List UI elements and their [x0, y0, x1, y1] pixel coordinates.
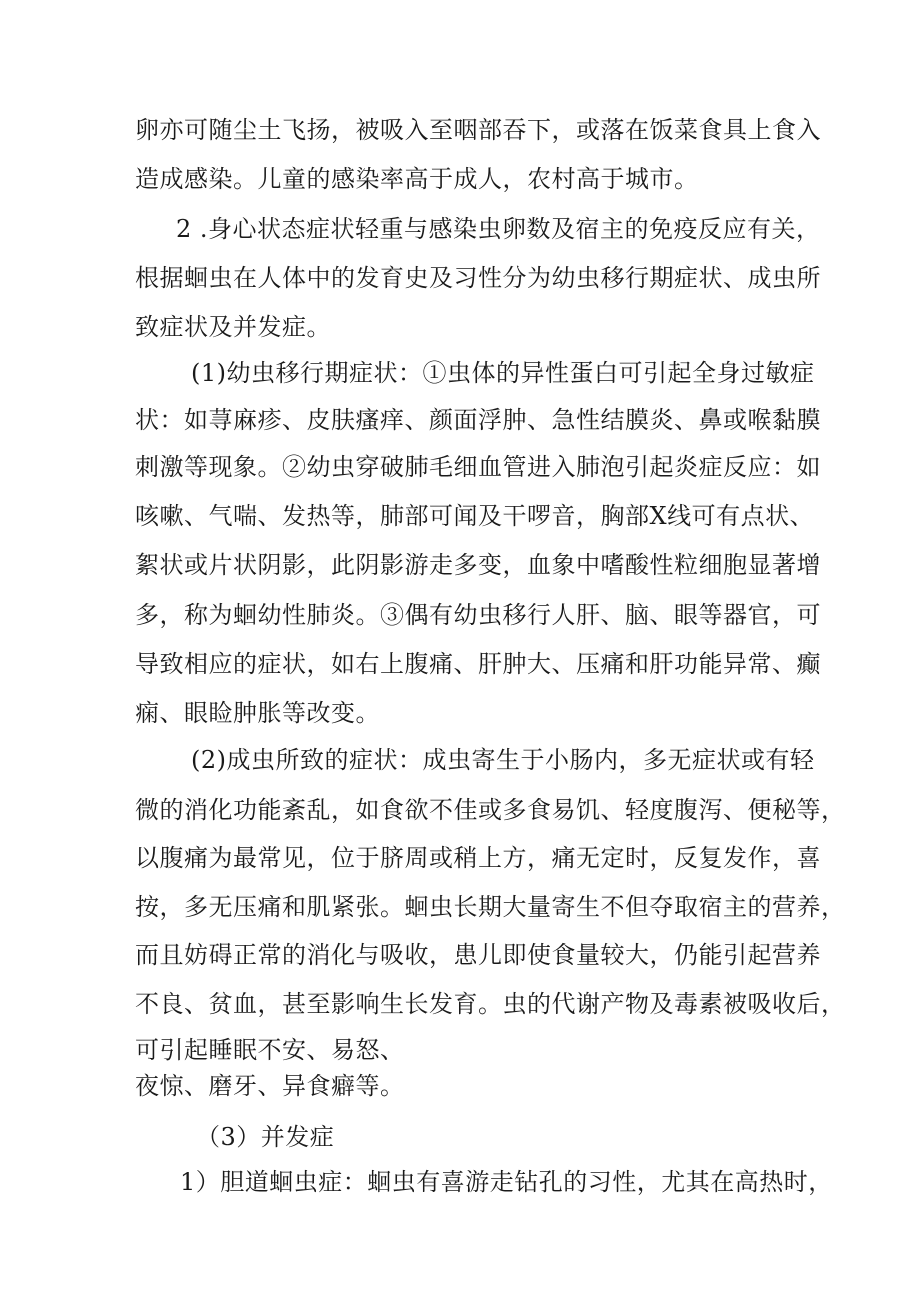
text-line: 状：如荨麻疹、皮肤瘙痒、颜面浮肿、急性结膜炎、鼻或喉黏膜 — [135, 406, 821, 434]
text-line: 按，多无压痛和肌紧张。蛔虫长期大量寄生不但夺取宿主的营养， — [135, 893, 846, 921]
text-line: 而且妨碍正常的消化与吸收，患儿即使食量较大，仍能引起营养 — [135, 941, 821, 969]
text-line: 卵亦可随尘土飞扬，被吸入至咽部吞下，或落在饭菜食具上食入 — [135, 116, 821, 144]
text-line: 可引起睡眠不安、易怒、 — [135, 1036, 405, 1064]
text-line: (2)成虫所致的症状：成虫寄生于小肠内，多无症状或有轻 — [191, 746, 815, 774]
text-line: (1)幼虫移行期症状：①虫体的异性蛋白可引起全身过敏症 — [191, 359, 815, 387]
text-line: 致症状及并发症。 — [135, 313, 331, 341]
text-line: 根据蛔虫在人体中的发育史及习性分为幼虫移行期症状、成虫所 — [135, 264, 821, 292]
text-line: 刺激等现象。②幼虫穿破肺毛细血管进入肺泡引起炎症反应：如 — [135, 453, 821, 481]
text-line: 2 .身心状态症状轻重与感染虫卵数及宿主的免疫反应有关， — [176, 215, 821, 243]
text-line: 导致相应的症状，如右上腹痛、肝肿大、压痛和肝功能异常、癫 — [135, 650, 821, 678]
text-line: 不良、贫血，甚至影响生长发育。虫的代谢产物及毒素被吸收后， — [135, 990, 846, 1018]
text-line: 1）胆道蛔虫症：蛔虫有喜游走钻孔的习性，尤其在高热时， — [180, 1168, 833, 1196]
text-line: 多，称为蛔幼性肺炎。③偶有幼虫移行人肝、脑、眼等器官，可 — [135, 601, 821, 629]
text-line: 咳嗽、气喘、发热等，肺部可闻及干啰音，胸部X线可有点状、 — [135, 502, 815, 530]
text-line: 絮状或片状阴影，此阴影游走多变，血象中嗜酸性粒细胞显著增 — [135, 551, 821, 579]
text-line: 以腹痛为最常见，位于脐周或稍上方，痛无定时，反复发作，喜 — [135, 844, 821, 872]
text-line: 夜惊、磨牙、异食癖等。 — [135, 1072, 405, 1100]
text-line: 痫、眼睑肿胀等改变。 — [135, 699, 380, 727]
text-line: 造成感染。儿童的感染率高于成人，农村高于城市。 — [135, 165, 699, 193]
text-line: 微的消化功能紊乱，如食欲不佳或多食易饥、轻度腹泻、便秘等， — [135, 796, 846, 824]
section-heading: （3）并发症 — [196, 1123, 335, 1151]
